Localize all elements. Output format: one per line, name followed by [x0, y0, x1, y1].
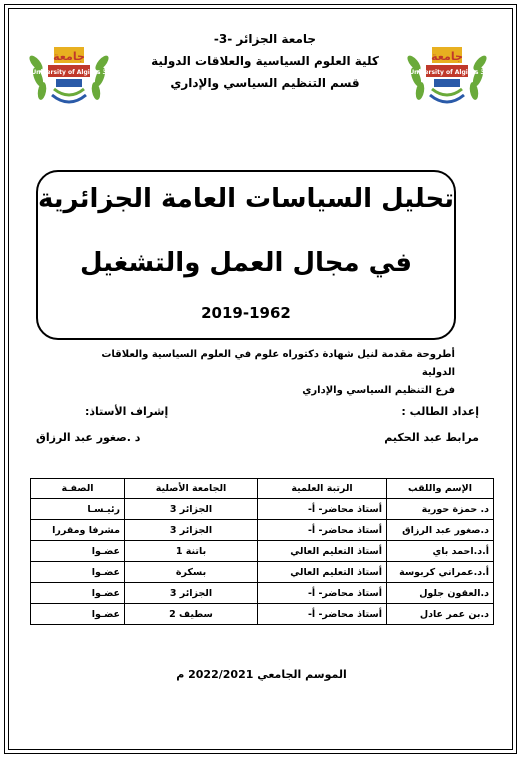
committee-header-row [31, 479, 494, 499]
student-name: مرابط عبد الحكيم [384, 431, 479, 444]
header-rank: الرتبة العلمية [258, 479, 387, 499]
table-row [31, 583, 494, 604]
member-role: عضـوا [31, 583, 125, 604]
table-row [31, 604, 494, 625]
thesis-description-line-2: فرع التنظيم السياسي والإداري [302, 385, 455, 396]
faculty-name: كلية العلوم السياسية والعلاقات الدولية [151, 54, 379, 68]
supervisor-label: إشراف الأستاذ: [85, 405, 169, 418]
member-rank: أستاذ التعليم العالي [258, 562, 387, 583]
member-rank: أستاذ محاضر- أ- [258, 499, 387, 520]
university-logo-left [26, 33, 112, 115]
member-name: أ.د.احمد باي [387, 541, 494, 562]
supervisor-name: د .صغور عبد الرزاق [36, 431, 141, 444]
header-role: الصفـة [31, 479, 125, 499]
member-name: د.صغور عبد الرزاق [387, 520, 494, 541]
logo-latin-text: University of Algiers 3 [409, 69, 485, 76]
table-row [31, 499, 494, 520]
member-university: باتنة 1 [125, 541, 258, 562]
header-name: الإسم واللقب [387, 479, 494, 499]
member-role: عضـوا [31, 541, 125, 562]
member-rank: أستاذ محاضر- أ- [258, 604, 387, 625]
header-university: الجامعة الأصلية [125, 479, 258, 499]
member-name: د. حمزة حورية [387, 499, 494, 520]
member-university: الجزائر 3 [125, 520, 258, 541]
student-label: إعداد الطالب : [401, 405, 479, 418]
university-logo-right [404, 33, 490, 115]
member-name: د.العقون جلول [387, 583, 494, 604]
title-box [36, 170, 456, 340]
logo-latin-text: University of Algiers 3 [31, 69, 107, 76]
member-university: بسكرة [125, 562, 258, 583]
svg-text:جامعة: جامعة [431, 50, 463, 63]
thesis-period: 2019-1962 [201, 304, 291, 322]
member-rank: أستاذ محاضر- أ- [258, 520, 387, 541]
table-row [31, 562, 494, 583]
member-university: الجزائر 3 [125, 583, 258, 604]
member-role: مشرفا ومقررا [31, 520, 125, 541]
member-university: الجزائر 3 [125, 499, 258, 520]
member-role: عضـوا [31, 604, 125, 625]
university-name: جامعة الجزائر -3- [213, 32, 317, 46]
member-role: عضـوا [31, 562, 125, 583]
thesis-title-line-2: في مجال العمل والتشغيل [79, 248, 413, 278]
department-name: قسم التنظيم السياسي والإداري [170, 76, 360, 90]
svg-text:جامعة: جامعة [53, 50, 85, 63]
table-row [31, 541, 494, 562]
member-university: سطيف 2 [125, 604, 258, 625]
thesis-description [65, 346, 455, 400]
table-row [31, 520, 494, 541]
thesis-title-line-1: تحليل السياسات العامة الجزائرية [38, 184, 454, 214]
academic-year: الموسم الجامعي 2022/2021 م [176, 668, 347, 681]
thesis-description-line-1: أطروحة مقدمة لنيل شهادة دكتوراه علوم في العلوم السياسية والعلاقات الدولية [101, 349, 455, 378]
member-rank: أستاذ محاضر- أ- [258, 583, 387, 604]
institution-header [120, 28, 410, 94]
member-name: أ.د.عمراني كربوسة [387, 562, 494, 583]
member-rank: أستاذ التعليم العالي [258, 541, 387, 562]
member-role: رئيـسـا [31, 499, 125, 520]
committee-table [30, 478, 494, 625]
member-name: د.بن عمر عادل [387, 604, 494, 625]
